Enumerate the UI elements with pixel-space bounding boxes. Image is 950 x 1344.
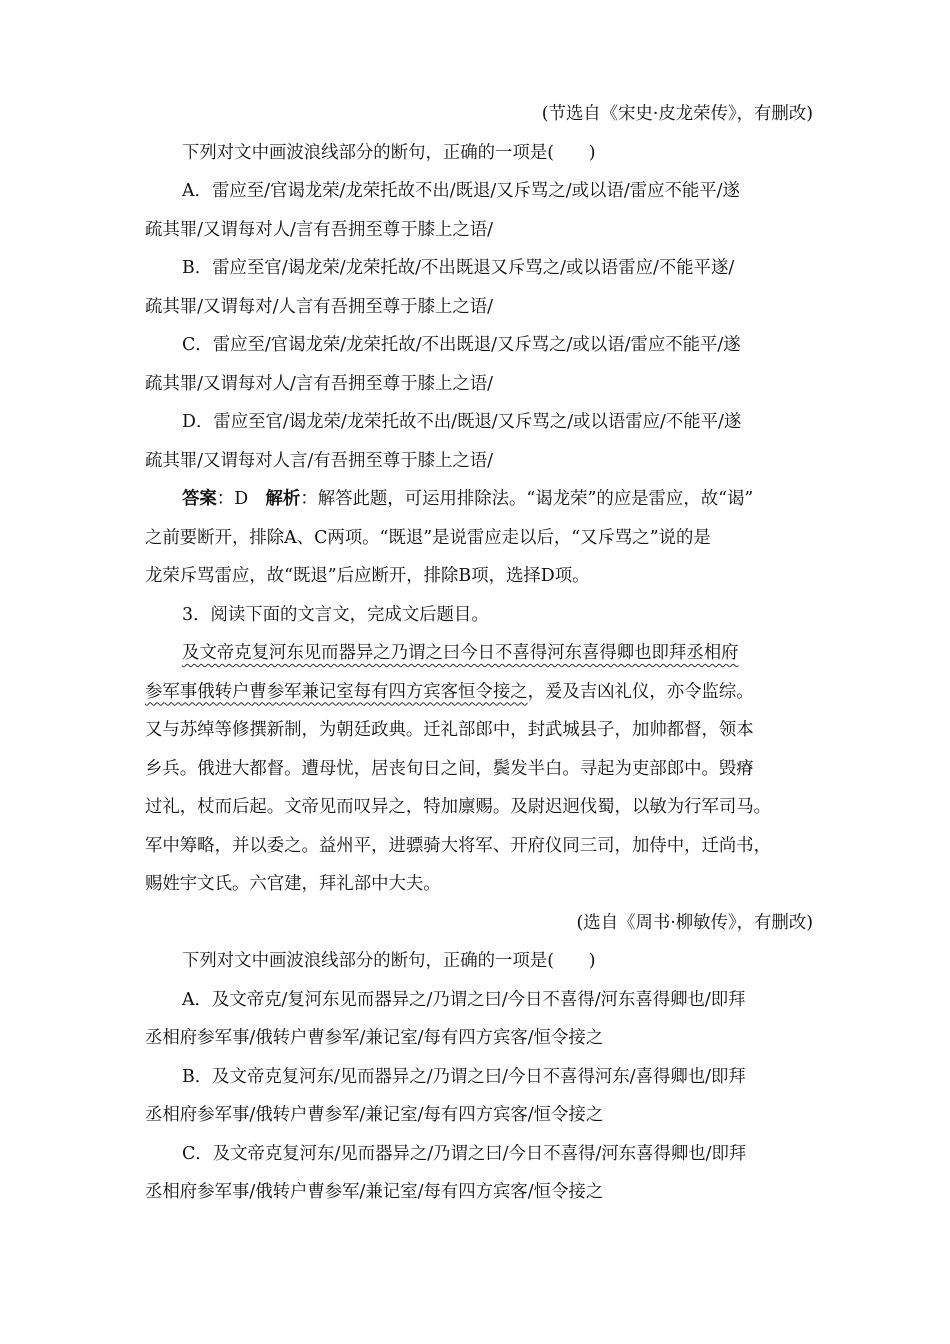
q3-passage-line5: 过礼，杖而后起。文帝见而叹异之，特加廪赐。及尉迟迥伐蜀，以敏为行军司马。	[145, 797, 772, 817]
q2-option-d-line2: 疏其罪/又谓每对人言/有吾拥至尊于膝上之语/	[145, 450, 494, 471]
q2-option-d-line1: D．雷应至官/谒龙荣/龙荣托故不出/既退/又斥骂之/或以语雷应/不能平/遂	[182, 412, 742, 432]
answer-label: 答案	[182, 489, 217, 509]
q3-option-b-line2: 丞相府参军事/俄转户曹参军/兼记室/每有四方宾客/恒令接之	[145, 1105, 604, 1125]
q2-option-c-line2: 疏其罪/又谓每对人/言有吾拥至尊于膝上之语/	[145, 373, 494, 394]
q2-analysis-line3: 龙荣斥骂雷应，故“既退”后应断开，排除B项，选择D项。	[145, 566, 590, 586]
q2-option-b-line2: 疏其罪/又谓每对/人言有吾拥至尊于膝上之语/	[145, 296, 494, 317]
q3-passage-line6: 军中筹略，并以委之。益州平，进骠骑大将军、开府仪同三司，加侍中，迁尚书，	[145, 835, 772, 856]
q3-option-b-line1: B．及文帝克复河东/见而器异之/乃谓之曰/今日不喜得河东/喜得卿也/即拜	[182, 1066, 746, 1087]
wavy-underlined-text: 参军事俄转户曹参军兼记室每有四方宾客恒令接之	[145, 681, 528, 702]
q3-option-c-line1: C．及文帝克复河东/见而器异之/乃谓之曰/今日不喜得/河东喜得卿也/即拜	[182, 1143, 747, 1164]
q2-option-b-line1: B．雷应至官/谒龙荣/龙荣托故/不出既退又斥骂之/或以语雷应/不能平遂/	[182, 258, 735, 278]
q2-option-a-line2: 疏其罪/又谓每对人/言有吾拥至尊于膝上之语/	[145, 219, 494, 240]
q3-source: (选自《周书·柳敏传》，有删改)	[576, 912, 813, 933]
q2-option-a-line1: A．雷应至/官谒龙荣/龙荣托故不出/既退/又斥骂之/或以语/雷应不能平/遂	[182, 181, 740, 201]
q3-passage-line7: 赐姓宇文氏。六官建，拜礼部中大夫。	[145, 874, 441, 894]
q3-passage-line2	[145, 673, 813, 712]
answer-value: ：D	[216, 489, 266, 509]
q2-answer-line1	[145, 480, 813, 519]
q3-passage-line1	[145, 634, 813, 673]
q2-analysis-line2: 之前要断开，排除A、C两项。“既退”是说雷应走以后，“又斥骂之”说的是	[145, 527, 711, 548]
document-page	[145, 95, 813, 1212]
q3-prompt: 下列对文中画波浪线部分的断句，正确的一项是( )	[182, 951, 596, 971]
analysis-text: ：解答此题，可运用排除法。“谒龙荣”的应是雷应，故“谒”	[300, 489, 754, 509]
q3-passage-line4: 乡兵。俄进大都督。遭母忧，居丧旬日之间，鬓发半白。寻起为吏部郎中。毁瘠	[145, 758, 754, 779]
q2-source: (节选自《宋史·皮龙荣传》，有删改)	[541, 104, 813, 124]
q3-option-a-line1: A．及文帝克/复河东见而器异之/乃谓之曰/今日不喜得/河东喜得卿也/即拜	[182, 989, 746, 1010]
passage-text: ，爰及吉凶礼仪，亦令监综。	[527, 681, 754, 702]
q3-heading: 3．阅读下面的文言文，完成文后题目。	[182, 604, 489, 625]
wavy-underlined-text: 及文帝克复河东见而器异之乃谓之曰今日不喜得河东喜得卿也即拜丞相府	[182, 643, 739, 663]
analysis-label: 解析	[265, 489, 301, 509]
q2-option-c-line1: C．雷应至/官谒龙荣/龙荣托故/不出既退/又斥骂之/或以语/雷应不能平/遂	[182, 335, 741, 355]
q3-passage-line3: 又与苏绰等修撰新制，为朝廷政典。迁礼部郎中，封武城县子，加帅都督，领本	[145, 720, 754, 740]
q3-option-c-line2: 丞相府参军事/俄转户曹参军/兼记室/每有四方宾客/恒令接之	[145, 1182, 604, 1202]
q3-option-a-line2: 丞相府参军事/俄转户曹参军/兼记室/每有四方宾客/恒令接之	[145, 1028, 604, 1048]
q2-prompt: 下列对文中画波浪线部分的断句，正确的一项是( )	[182, 142, 596, 163]
